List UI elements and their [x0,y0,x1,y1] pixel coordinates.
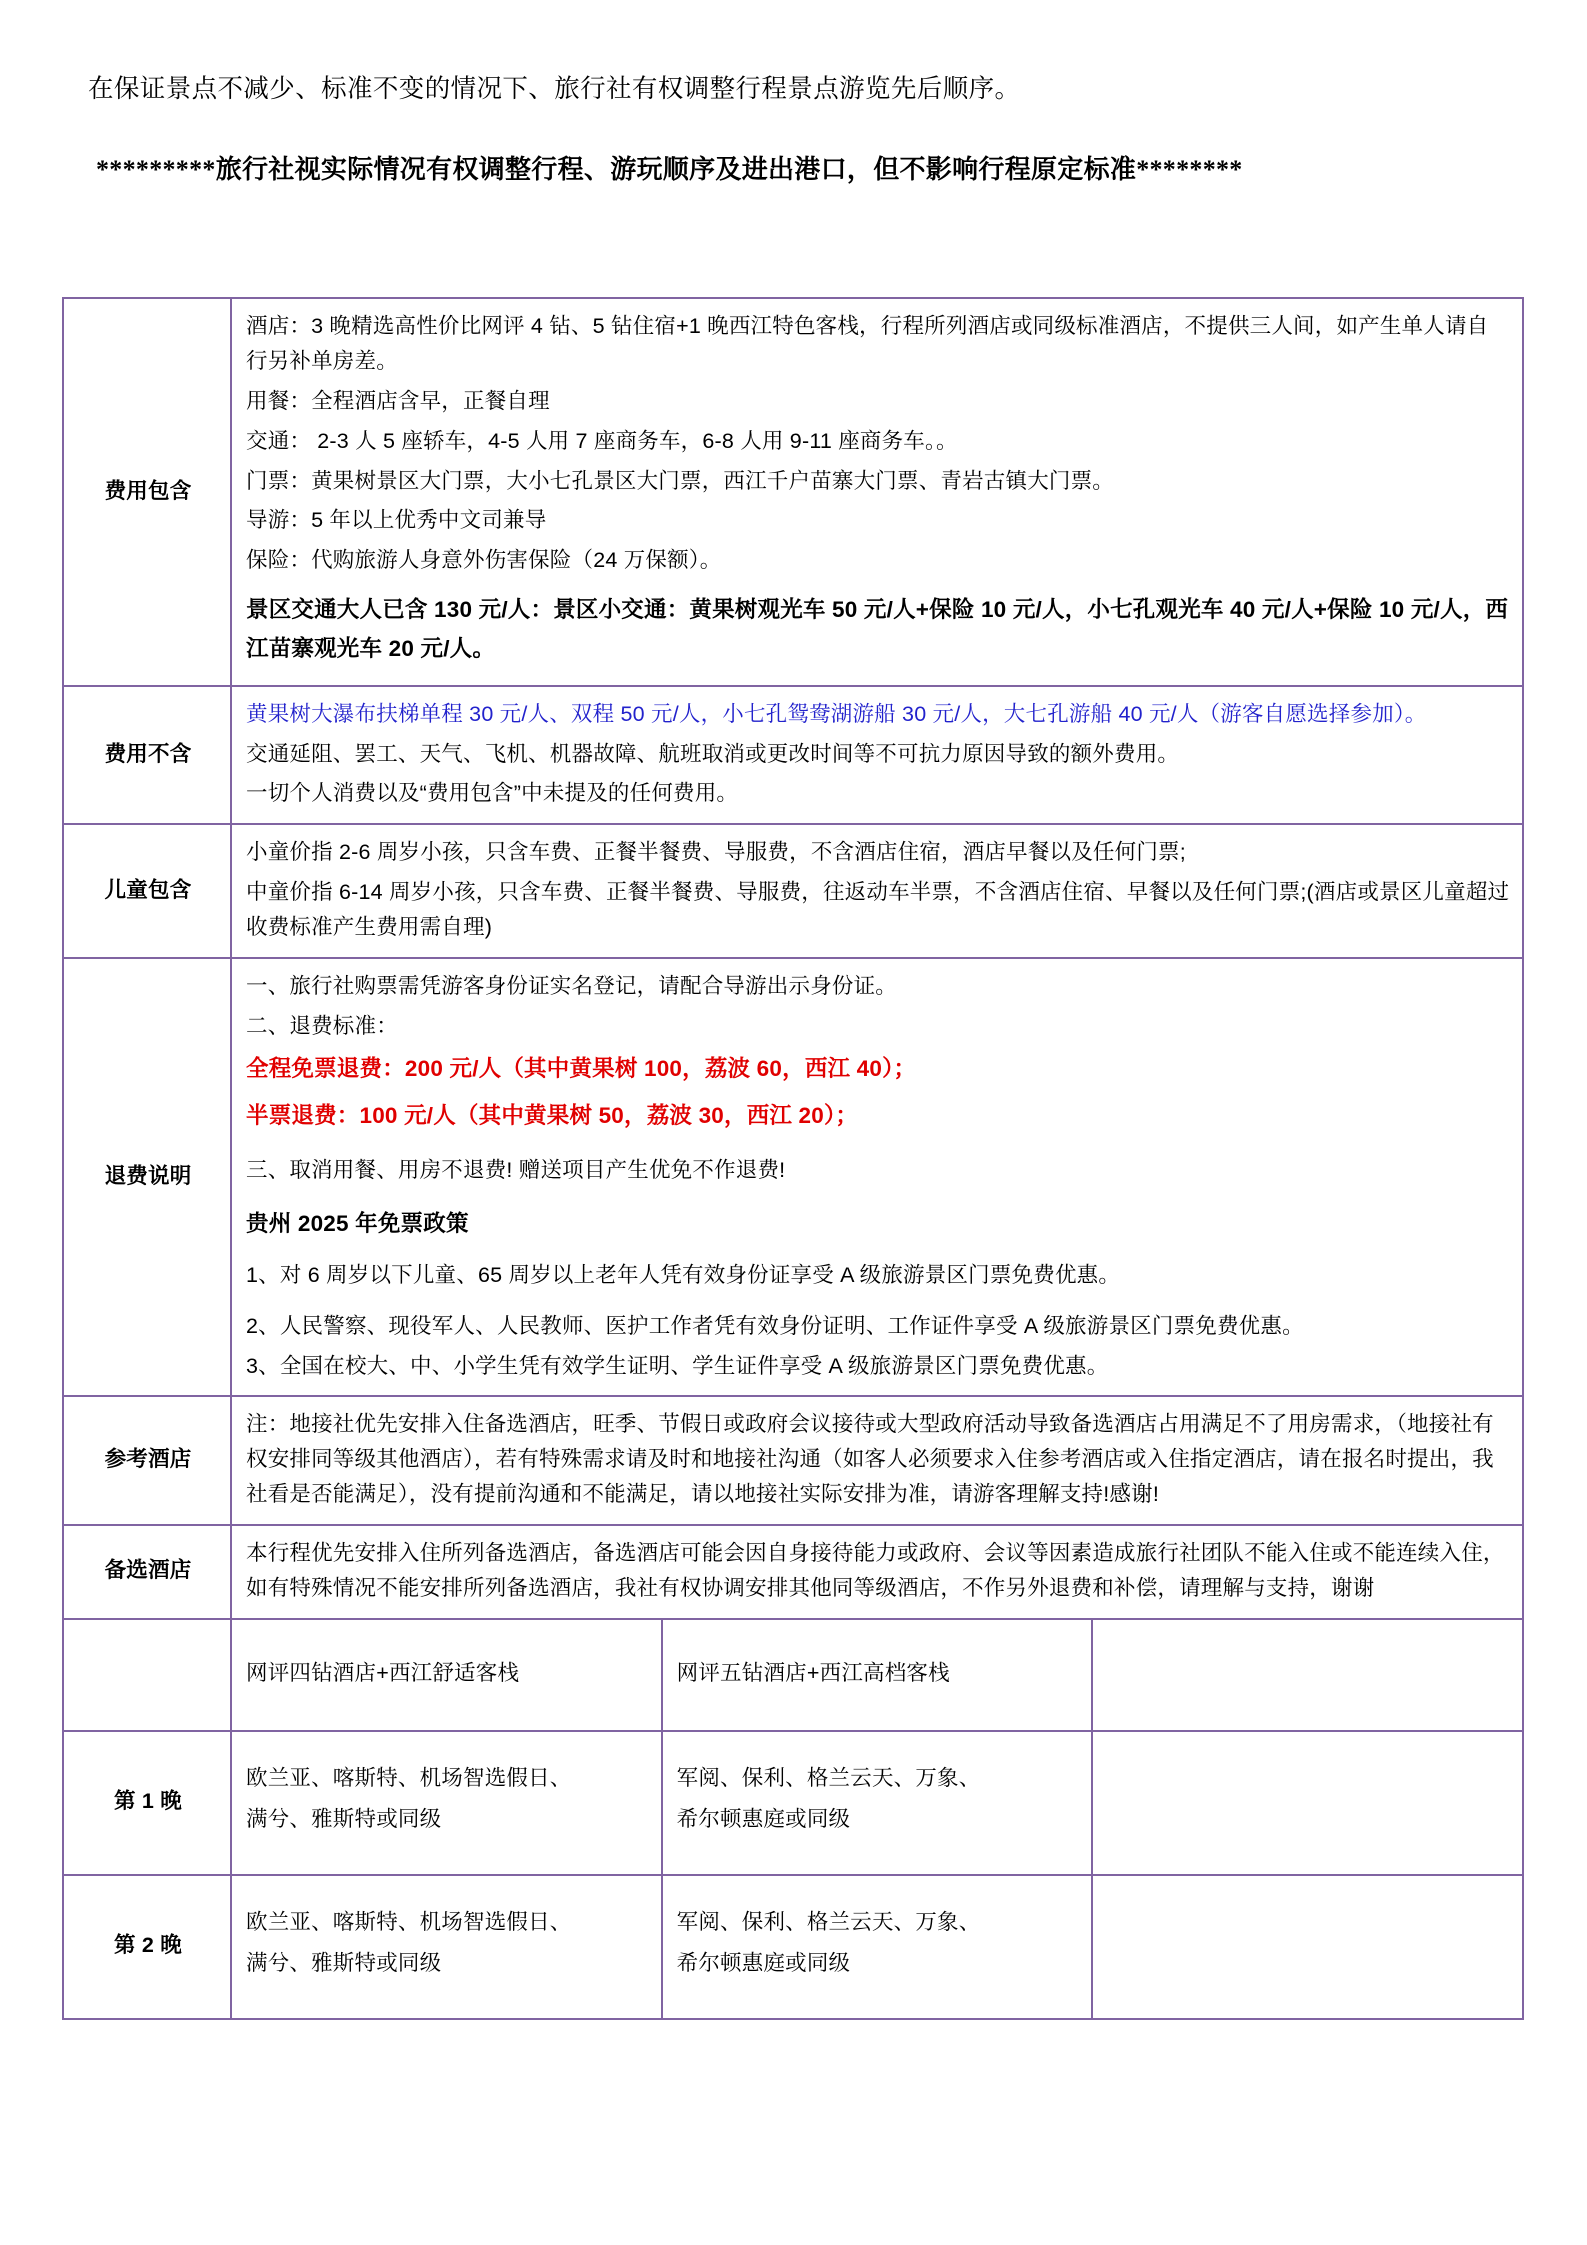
refund-item-3: 三、取消用餐、用房不退费! 赠送项目产生优免不作退费! [246,1157,786,1182]
refund-policy-1: 1、对 6 周岁以下儿童、65 周岁以上老年人凭有效身份证享受 A 级旅游景区门票免费优惠。 [246,1262,1121,1287]
excluded-optional-items: 黄果树大瀑布扶梯单程 30 元/人、双程 50 元/人，小七孔鸳鸯湖游船 30 元/人，大七孔游船 40 元/人（游客自愿选择参加）。 [246,701,1427,726]
table-row-excluded [63,686,1523,824]
hotel-night-2-col2 [662,1875,1093,2019]
hotel-header-col2: 网评五钻酒店+西江高档客栈 [662,1619,1093,1731]
intro-line-1: 在保证景点不减少、标准不变的情况下、旅行社有权调整行程景点游览先后顺序。 [88,75,1021,103]
hotel-night-1-label: 第 1 晚 [63,1731,231,1875]
row-body-refund [231,958,1523,1397]
included-transport: 交通： 2-3 人 5 座轿车，4-5 人用 7 座商务车，6-8 人用 9-11 座商务车。。 [246,428,958,453]
table-row-backup-hotel [63,1525,1523,1619]
table-row-reference-hotel [63,1396,1523,1524]
row-label-refund: 退费说明 [63,958,231,1397]
included-hotel: 酒店：3 晚精选高性价比网评 4 钻、5 钻住宿+1 晚西江特色客栈，行程所列酒店或同级标准酒店，不提供三人间，如产生单人请自行另补单房差。 [246,314,1489,374]
row-body-children [231,824,1523,957]
children-mid: 中童价指 6-14 周岁小孩，只含车费、正餐半餐费、导服费，往返动车半票，不含酒店住宿、早餐以及任何门票;(酒店或景区儿童超过收费标准产生费用需自理) [246,880,1510,939]
reference-hotel-note: 注：地接社优先安排入住备选酒店，旺季、节假日或政府会议接待或大型政府活动导致备选酒店占用满足不了用房需求，（地接社有权安排同等级其他酒店），若有特殊需求请及时和地接社沟通（如客人必须要求入住参考酒店或入住指定酒店，请在报名时提出，我社看是否能满足），没有提前沟通和不能满足，请以地接社实际安排为准，请游客理解支持!感谢! [246,1412,1494,1507]
row-label-excluded: 费用不含 [63,686,231,824]
refund-policy-title: 贵州 2025 年免票政策 [246,1210,469,1236]
backup-hotel-note: 本行程优先安排入住所列备选酒店，备选酒店可能会因自身接待能力或政府、会议等因素造成旅行社团队不能入住或不能连续入住，如有特殊情况不能安排所列备选酒店，我社有权协调安排其他同等级酒店，不作另外退费和补偿，请理解与支持，谢谢 [246,1540,1505,1600]
hotel-night-1-col2-line2: 希尔顿惠庭或同级 [676,1806,851,1831]
excluded-personal: 一切个人消费以及“费用包含”中未提及的任何费用。 [246,781,739,806]
hotel-night-2-col2-line2: 希尔顿惠庭或同级 [676,1950,851,1975]
hotel-night-1-col1 [231,1731,662,1875]
hotel-night-1-col1-line1: 欧兰亚、喀斯特、机场智选假日、 [246,1765,572,1790]
hotel-header-col1: 网评四钻酒店+西江舒适客栈 [231,1619,662,1731]
hotel-night-1-col1-line2: 满兮、雅斯特或同级 [246,1806,442,1831]
hotel-night-1-col2-line1: 军阅、保利、格兰云天、万象、 [676,1765,981,1790]
row-label-backup-hotel: 备选酒店 [63,1525,231,1619]
row-label-included: 费用包含 [63,298,231,686]
children-small: 小童价指 2-6 周岁小孩，只含车费、正餐半餐费、导服费，不含酒店住宿，酒店早餐以及任何门票; [246,840,1186,865]
tour-terms-table-wrapper [62,297,1524,2019]
included-tickets: 门票：黄果树景区大门票，大小七孔景区大门票，西江千户苗寨大门票、青岩古镇大门票。 [246,468,1115,493]
hotel-night-2-label: 第 2 晚 [63,1875,231,2019]
hotel-header-col3 [1092,1619,1523,1731]
refund-full-ticket: 全程免票退费：200 元/人（其中黄果树 100，荔波 60，西江 40）； [246,1056,917,1082]
tour-terms-table [62,297,1524,2019]
table-row-refund [63,958,1523,1397]
hotel-night-2-col2-line1: 军阅、保利、格兰云天、万象、 [676,1909,981,1934]
row-body-reference-hotel [231,1396,1523,1524]
refund-policy-3: 3、全国在校大、中、小学生凭有效学生证明、学生证件享受 A 级旅游景区门票免费优惠。 [246,1353,1109,1378]
included-guide: 导游：5 年以上优秀中文司兼导 [246,508,547,533]
hotel-night-2-col1-line1: 欧兰亚、喀斯特、机场智选假日、 [246,1909,572,1934]
hotel-table-header-row [63,1619,1523,1731]
hotel-night-2-col1 [231,1875,662,2019]
excluded-force-majeure: 交通延阻、罢工、天气、飞机、机器故障、航班取消或更改时间等不可抗力原因导致的额外费用。 [246,741,1180,766]
refund-policy-2: 2、人民警察、现役军人、人民教师、医护工作者凭有效身份证明、工作证件享受 A 级旅游景区门票免费优惠。 [246,1313,1304,1338]
refund-half-ticket: 半票退费：100 元/人（其中黄果树 50，荔波 30，西江 20）； [246,1103,859,1129]
row-body-excluded [231,686,1523,824]
table-row-children [63,824,1523,957]
row-label-children: 儿童包含 [63,824,231,957]
row-body-backup-hotel [231,1525,1523,1619]
included-insurance: 保险：代购旅游人身意外伤害保险（24 万保额）。 [246,548,722,573]
hotel-table-row-night-1 [63,1731,1523,1875]
hotel-night-2-col1-line2: 满兮、雅斯特或同级 [246,1950,442,1975]
included-scenic-transport: 景区交通大人已含 130 元/人：景区小交通：黄果树观光车 50 元/人+保险 10 元/人，小七孔观光车 40 元/人+保险 10 元/人，西江苗寨观光车 20 元/人。 [246,597,1509,662]
hotel-night-2-col3 [1092,1875,1523,2019]
row-label-reference-hotel: 参考酒店 [63,1396,231,1524]
refund-item-2: 二、退费标准： [246,1013,398,1038]
hotel-night-1-col2 [662,1731,1093,1875]
hotel-table-row-night-2 [63,1875,1523,2019]
included-meals: 用餐：全程酒店含早，正餐自理 [246,388,550,413]
refund-item-1: 一、旅行社购票需凭游客身份证实名登记，请配合导游出示身份证。 [246,973,898,998]
intro-line-2-bold: *********旅行社视实际情况有权调整行程、游玩顺序及进出港口，但不影响行程原定标准******** [96,155,1243,185]
table-row-included [63,298,1523,686]
hotel-header-blank [63,1619,231,1731]
hotel-night-1-col3 [1092,1731,1523,1875]
row-body-included [231,298,1523,686]
